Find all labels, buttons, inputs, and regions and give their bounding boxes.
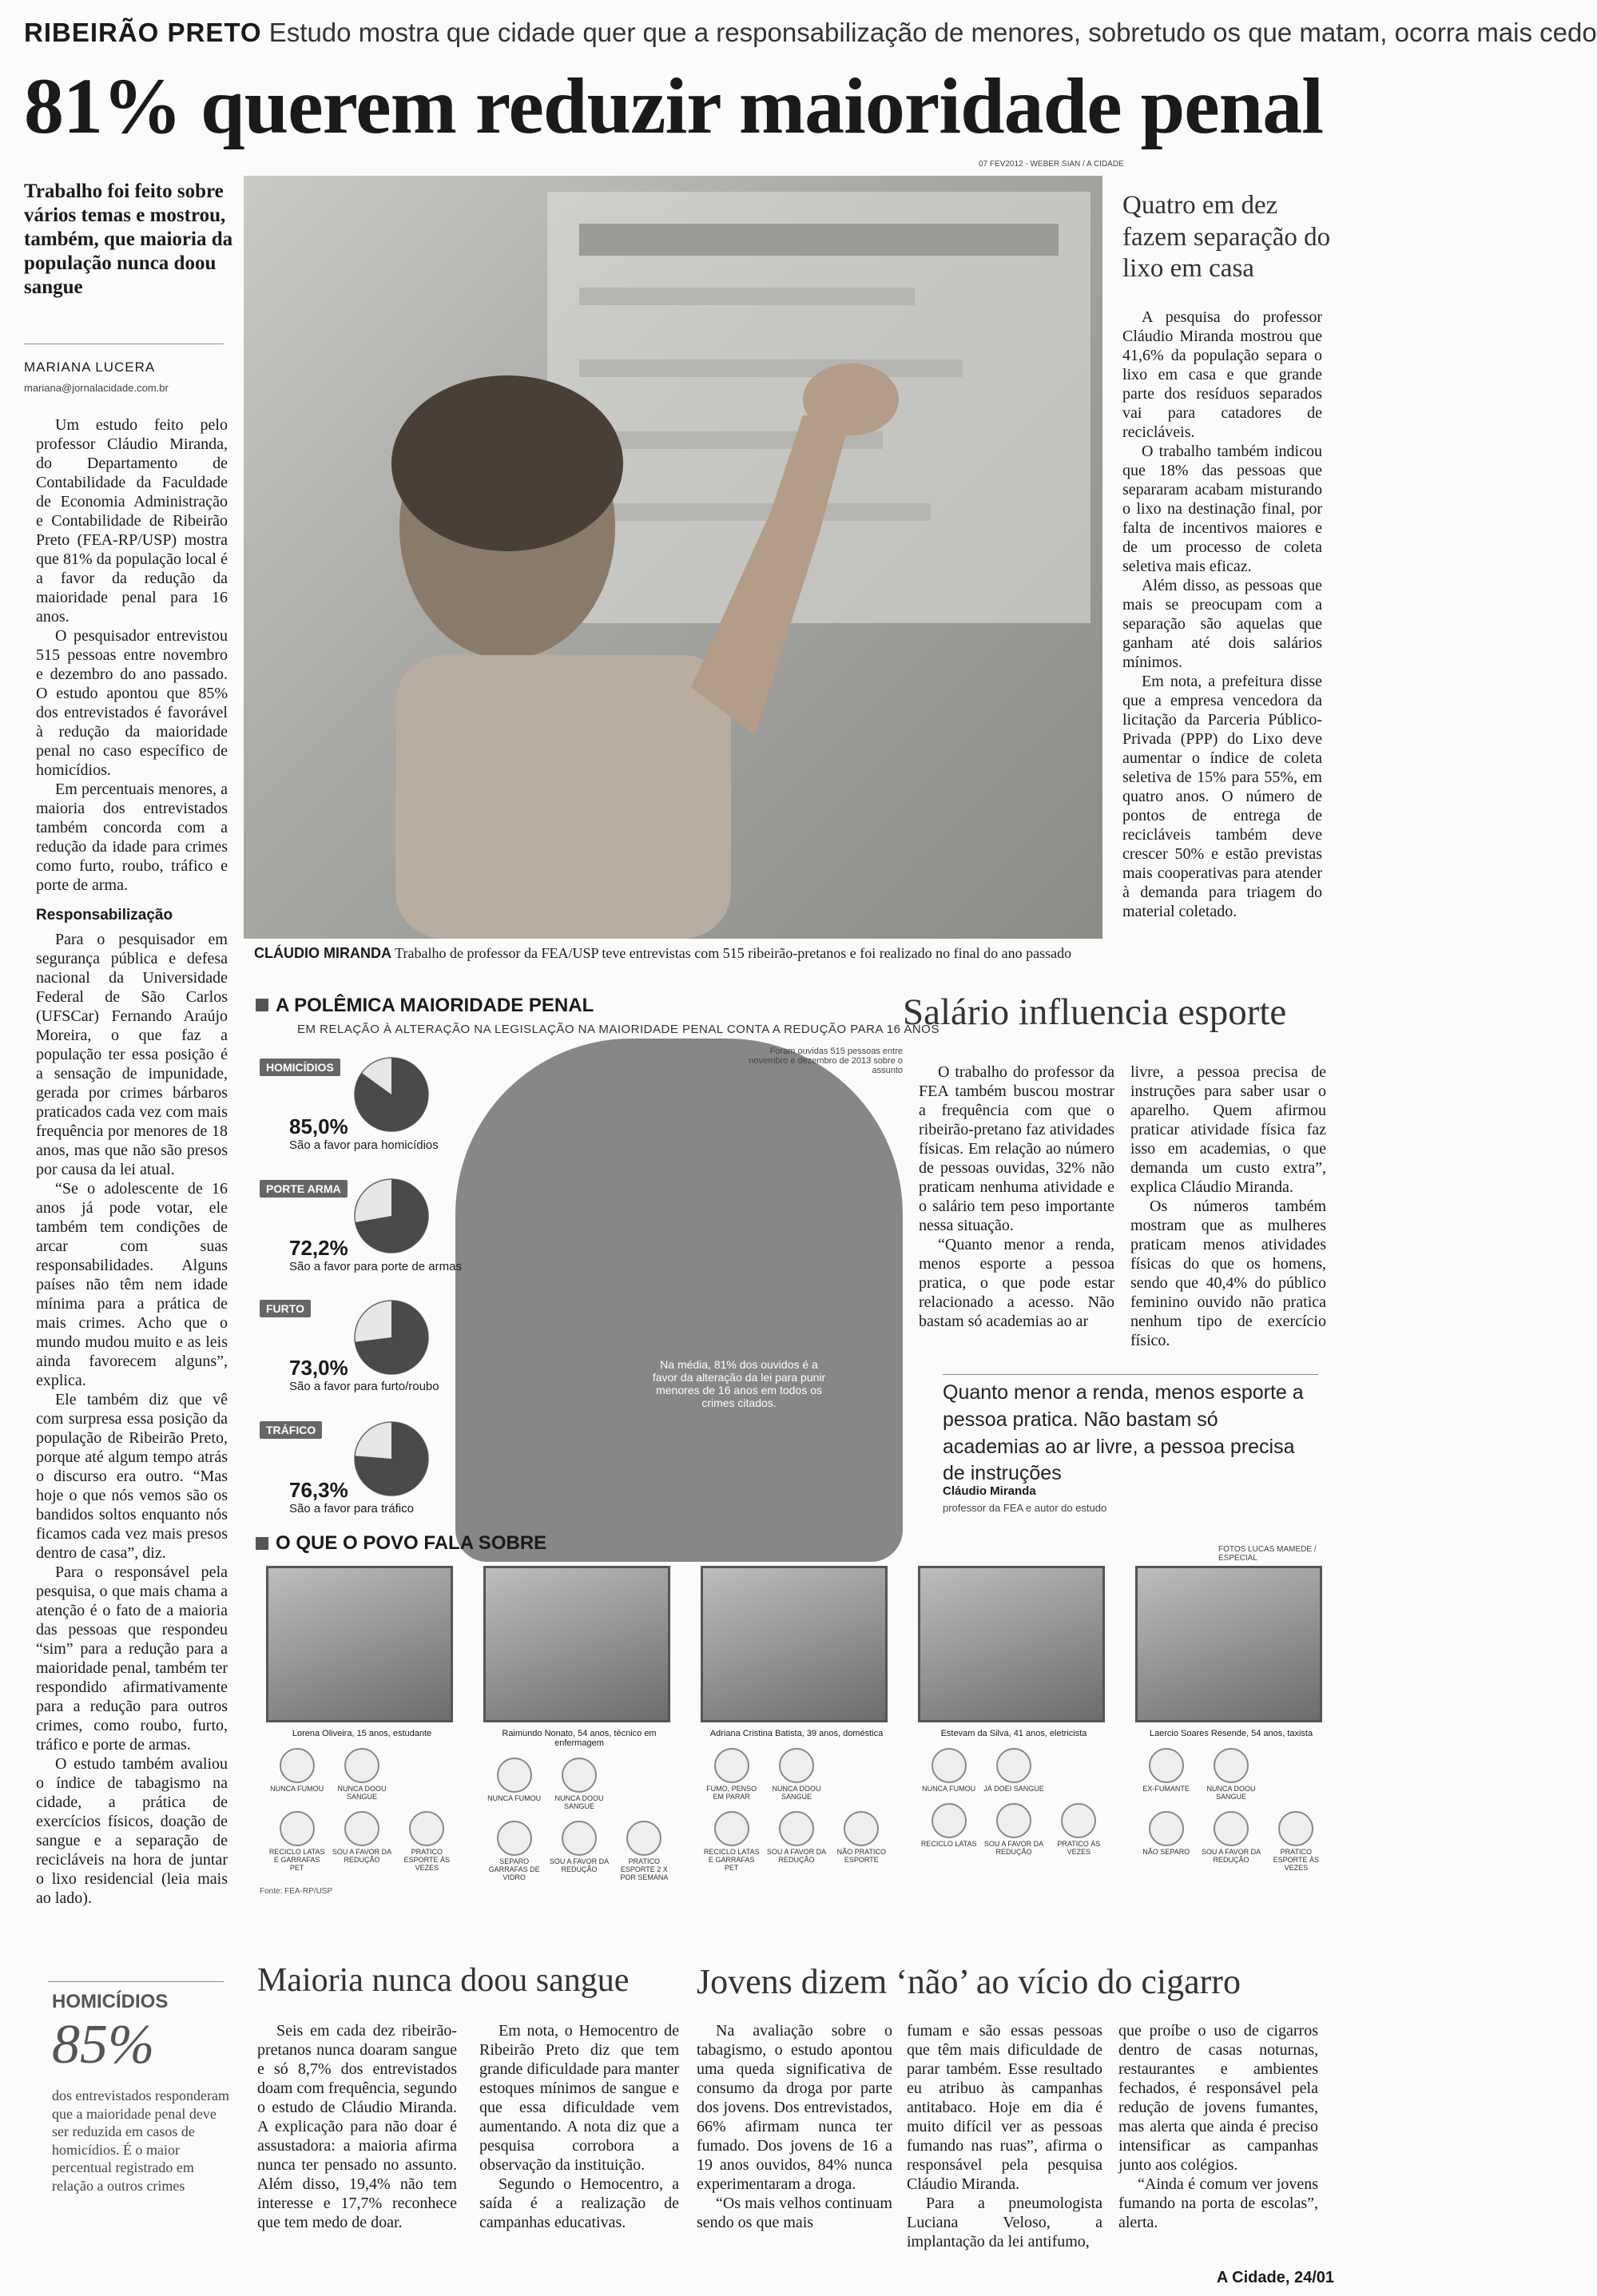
paragraph: O pesquisador entrevistou 515 pessoas entre novembro e dezembro do ano passado. O estudo apontou que 85% dos entrevistados é favorável à redução da maioridade penal no caso específico de homicídios. <box>36 627 228 779</box>
person-icons <box>266 1748 458 1872</box>
spacer <box>1048 1748 1110 1794</box>
section-heading: Responsabilização <box>36 907 173 924</box>
cigarro-title: Jovens dizem ‘não’ ao vício do cigarro <box>697 1962 1241 2001</box>
paragraph: Segundo o Hemocentro, a saída é a realização de campanhas educativas. <box>479 2175 679 2231</box>
paragraph: Para a pneumologista Luciana Veloso, a implantação da lei antifumo, <box>907 2195 1102 2250</box>
crime-tag: TRÁFICO <box>260 1421 322 1439</box>
cigarro-col2 <box>907 2021 1102 2251</box>
professor-photo-icon <box>244 176 1102 939</box>
person-card <box>483 1566 675 1885</box>
sangue-col2 <box>479 2021 679 2232</box>
person-photo <box>1135 1566 1322 1722</box>
byline-email: mariana@jornalacidade.com.br <box>24 382 169 394</box>
headline: 81% querem reduzir maioridade penal <box>24 62 1324 150</box>
bullet-square-icon <box>256 999 268 1011</box>
person-name: Adriana Cristina Batista, 39 anos, doméstica <box>709 1729 884 1738</box>
person-photo <box>483 1566 670 1722</box>
subhead: Trabalho foi feito sobre vários temas e mostrou, também, que maioria da população nunca doou sangue <box>24 181 233 298</box>
person-name: Laercio Soares Resende, 54 anos, taxista <box>1149 1729 1313 1738</box>
pie-charts-svg <box>352 1055 431 1502</box>
paragraph: Para o responsável pela pesquisa, o que mais chama a atenção é o fato de a maioria das pessoas que respondeu “sim” para a redução para a maioridade penal, também ter respondido afirmativamente para a redução para outros crimes, como roubo, furto, tráfico e porte de armas. <box>36 1563 228 1754</box>
homicidios-label: HOMICÍDIOS <box>52 1991 169 2012</box>
crime-row <box>260 1182 348 1197</box>
crime-pct: 73,0% <box>289 1356 348 1380</box>
recycle-icon: RECICLO LATAS E GARRAFAS PET <box>266 1811 328 1873</box>
paragraph: “Quanto menor a renda, menos esporte a pessoa pratica, o que pode estar relacionado a acesso. Não bastam só academias ao ar <box>919 1236 1114 1330</box>
byline: MARIANA LUCERA <box>24 359 156 375</box>
paragraph: Além disso, as pessoas que mais se preocupam com a separação são aquelas que ganham até dois salários mínimos. <box>1122 577 1322 671</box>
paragraph: Os números também mostram que as mulheres praticam menos atividades físicas do que os homens, sendo que 40,4% do público feminino ouvido não pratica nenhum tipo de exercício físico. <box>1130 1198 1326 1349</box>
paragraph: “Os mais velhos continuam sendo os que mais <box>697 2195 892 2231</box>
people-credit: FOTOS LUCAS MAMEDE / ESPECIAL <box>1218 1545 1317 1563</box>
person-photo <box>701 1566 888 1722</box>
crime-pct: 85,0% <box>289 1114 348 1138</box>
handcuffs-icon: SOU A FAVOR DA REDUÇÃO <box>765 1811 827 1873</box>
paragraph: livre, a pessoa precisa de instruções para saber usar o aparelho. Quem afirmou praticar atividade física faz isso em academias, o que demanda um custo extra”, explica Cláudio Miranda. <box>1130 1063 1326 1196</box>
spacer <box>831 1748 892 1801</box>
handcuffs-icon: SOU A FAVOR DA REDUÇÃO <box>1200 1811 1261 1873</box>
homicidios-text: dos entrevistados responderam que a maioridade penal deve ser reduzida em casos de homicídios. É o maior percentual registrado em relação a outros crimes <box>52 2087 229 2194</box>
paragraph: Para o pesquisador em segurança pública e defesa nacional da Universidade Federal de São Carlos (UFSCar) Fernando Araújo Moreira, o que faz a população ter essa posição é a sensação de impunidade, gerada por crimes bárbaros praticados cada vez com mais frequência por menores de 18 anos, mas que não são presos por causa da lei atual. <box>36 931 228 1178</box>
cigarro-col1 <box>697 2021 892 2232</box>
infographic-subtitle: EM RELAÇÃO À ALTERAÇÃO NA LEGISLAÇÃO NA MAIORIDADE PENAL CONTA A REDUÇÃO PARA 16 ANOS <box>297 1023 940 1036</box>
average-note: Na média, 81% dos ouvidos é a favor da alteração da lei para punir menores de 16 anos em todos os crimes citados. <box>652 1358 826 1409</box>
kicker <box>24 18 1597 48</box>
spacer <box>396 1748 458 1801</box>
person-photo <box>918 1566 1105 1722</box>
recycle-icon: NÃO SEPARO <box>1135 1811 1197 1873</box>
spacer <box>614 1758 675 1811</box>
blood-drop-icon: NUNCA DOOU SANGUE <box>765 1748 827 1801</box>
infographic-note: Foram ouvidas 515 pessoas entre novembro e dezembro de 2013 sobre o assunto <box>749 1047 903 1075</box>
paragraph: Na avaliação sobre o tabagismo, o estudo apontou uma queda significativa de consumo da droga por parte dos jovens. Dos entrevistados, 66% afirmam nunca ter fumado. Dos jovens de 16 a 19 anos ouvidos, 84% nunca experimentaram a droga. <box>697 2022 892 2193</box>
cigarro-col3 <box>1118 2021 1318 2232</box>
page-footer: A Cidade, 24/01 <box>1216 2269 1334 2286</box>
crime-tag: FURTO <box>260 1300 311 1317</box>
sangue-col1 <box>257 2021 457 2232</box>
person-icons <box>483 1758 675 1881</box>
crime-tag: PORTE ARMA <box>260 1180 348 1198</box>
recycle-icon: RECICLO LATAS <box>918 1803 979 1857</box>
quote-role: professor da FEA e autor do estudo <box>943 1502 1107 1514</box>
paragraph: O trabalho também indicou que 18% das pessoas que separaram acabam misturando o lixo na destinação final, por falta de incentivos maiores e de um processo de coleta seletiva mais eficaz. <box>1122 443 1322 575</box>
recycle-icon: RECICLO LATAS E GARRAFAS PET <box>701 1811 762 1873</box>
crime-row <box>260 1061 340 1075</box>
smoking-icon: NUNCA FUMOU <box>918 1748 979 1794</box>
section-label: RIBEIRÃO PRETO <box>24 18 262 47</box>
crime-pct: 76,3% <box>289 1478 348 1502</box>
smoking-icon: FUMO, PENSO EM PARAR <box>701 1748 762 1801</box>
person-name: Estevam da Silva, 41 anos, eletricista <box>940 1729 1087 1738</box>
person-name: Raimundo Nonato, 54 anos, técnico em enfermagem <box>502 1729 657 1748</box>
smoking-icon: NUNCA FUMOU <box>483 1758 545 1811</box>
exercise-icon: PRATICO ESPORTE ÀS VEZES <box>1265 1811 1327 1873</box>
sidebar-title: Quatro em dez fazem separação do lixo em casa <box>1122 191 1331 284</box>
paragraph: A pesquisa do professor Cláudio Miranda mostrou que 41,6% da população separa o lixo em casa e que grande parte dos resíduos separados vai para catadores de recicláveis. <box>1122 308 1322 441</box>
handcuffs-icon: SOU A FAVOR DA REDUÇÃO <box>331 1811 392 1873</box>
handcuffs-icon: SOU A FAVOR DA REDUÇÃO <box>548 1821 610 1882</box>
bullet-square-icon <box>256 1537 268 1550</box>
recycle-icon: SEPARO GARRAFAS DE VIDRO <box>483 1821 545 1882</box>
paragraph: “Ainda é comum ver jovens fumando na porta de escolas”, alerta. <box>1118 2175 1318 2231</box>
crime-pct: 72,2% <box>289 1236 348 1260</box>
blood-drop-icon: NUNCA DOOU SANGUE <box>548 1758 610 1811</box>
homicidios-pct: 85% <box>52 2014 155 2076</box>
person-icons <box>918 1748 1110 1857</box>
paragraph: Em nota, o Hemocentro de Ribeirão Preto diz que tem grande dificuldade para manter estoques mínimos de sangue e que essa dificuldade vem aumentando. A nota diz que a pesquisa corrobora a observação da instituição. <box>479 2022 679 2174</box>
people-source: Fonte: FEA-RP/USP <box>260 1887 333 1896</box>
crime-label: São a favor para porte de armas <box>289 1260 462 1273</box>
paragraph: que proíbe o uso de cigarros dentro de casas noturnas, restaurantes e ambientes fechados, é responsável pela redução de jovens fumantes, mas alerta que ainda é preciso intensificar as campanhas junto aos colégios. <box>1118 2022 1318 2174</box>
photo-credit: 07 FEV2012 - WEBER SIAN / A CIDADE <box>979 160 1124 169</box>
paragraph: Seis em cada dez ribeirão-pretanos nunca doaram sangue e só 8,7% dos entrevistados doam com frequência, segundo o estudo de Cláudio Miranda. A explicação para não doar é assustadora: a maioria afirma nunca ter pensado no assunto. Além disso, 19,4% não tem interesse e 17,7% reconhece que tem medo de doar. <box>257 2022 457 2231</box>
people-title: O QUE O POVO FALA SOBRE <box>276 1532 547 1554</box>
person-card <box>701 1566 892 1885</box>
crime-row <box>260 1424 322 1438</box>
paragraph: Em percentuais menores, a maioria dos entrevistados também concorda com a redução da idade para crimes como furto, roubo, tráfico e porte de arma. <box>36 781 228 894</box>
paragraph: O trabalho do professor da FEA também buscou mostrar a frequência com que o ribeirão-pretano faz atividades físicas. Em relação ao número de pessoas ouvidas, 32% não praticam nenhuma atividade e o salário tem peso importante nessa situação. <box>919 1063 1114 1234</box>
sidebar-text <box>1122 308 1322 921</box>
paragraph: Em nota, a prefeitura disse que a empresa vencedora da licitação da Parceria Público-Privada (PPP) do Lixo deve aumentar o índice de coleta seletiva de 15% para 55%, em quatro anos. O número de pontos de entrega de recicláveis também deve crescer 50% e estão previstas mais cooperativas para atender à demanda para triagem do material coletado. <box>1122 673 1322 920</box>
silhouette-figure <box>455 1039 903 1562</box>
blood-drop-icon: NUNCA DOOU SANGUE <box>331 1748 392 1801</box>
person-photo <box>266 1566 453 1722</box>
main-photo <box>244 176 1102 939</box>
caption-text: Trabalho de professor da FEA/USP teve entrevistas com 515 ribeirão-pretanos e foi realizado no final do ano passado <box>395 945 1072 961</box>
crime-label: São a favor para tráfico <box>289 1502 414 1515</box>
person-icons <box>701 1748 892 1872</box>
salario-col1 <box>919 1063 1114 1331</box>
main-text <box>36 415 228 1908</box>
blood-drop-icon: JÁ DOEI SANGUE <box>983 1748 1044 1794</box>
crime-label: São a favor para furto/roubo <box>289 1380 439 1393</box>
infographic-title: A POLÊMICA MAIORIDADE PENAL <box>276 995 594 1016</box>
quote-author: Cláudio Miranda <box>943 1484 1036 1498</box>
paragraph: Ele também diz que vê com surpresa essa posição da população de Ribeirão Preto, porque até algum tempo atrás o discurso era outro. “Mas hoje o que nós vemos são os bandidos soltos enquanto nós ficamos cada vez mais presos dentro de casa”, diz. <box>36 1391 228 1562</box>
paragraph: fumam e são essas pessoas que têm mais dificuldade de parar também. Esse resultado eu atribuo às campanhas antitabaco. Hoje em dia é muito difícil ver as pessoas fumando nas ruas”, afirma o responsável pela pesquisa Cláudio Miranda. <box>907 2022 1102 2193</box>
smoking-icon: EX-FUMANTE <box>1135 1748 1197 1801</box>
crime-row <box>260 1302 311 1317</box>
sangue-title: Maioria nunca doou sangue <box>257 1962 630 1999</box>
divider <box>48 1981 224 1982</box>
salario-col2 <box>1130 1063 1326 1350</box>
salario-title: Salário influencia esporte <box>903 991 1287 1033</box>
person-card <box>266 1566 458 1885</box>
exercise-icon: NÃO PRATICO ESPORTE <box>831 1811 892 1873</box>
divider <box>943 1374 1318 1375</box>
person-name: Lorena Oliveira, 15 anos, estudante <box>292 1729 432 1738</box>
exercise-icon: PRATICO ESPORTE 2 X POR SEMANA <box>614 1821 675 1882</box>
person-card <box>918 1566 1110 1885</box>
exercise-icon: PRATICO ÀS VEZES <box>1048 1803 1110 1857</box>
handcuffs-icon: SOU A FAVOR DA REDUÇÃO <box>983 1803 1044 1857</box>
photo-caption <box>254 945 1101 962</box>
pull-quote: Quanto menor a renda, menos esporte a pessoa pratica. Não bastam só academias ao ar livre, a pessoa precisa de instruções <box>943 1381 1304 1485</box>
person-card <box>1135 1566 1327 1885</box>
kicker-text: Estudo mostra que cidade quer que a responsabilização de menores, sobretudo os que matam, ocorra mais cedo <box>268 18 1597 47</box>
paragraph: “Se o adolescente de 16 anos já pode votar, ele também tem condições de arcar com suas responsabilidades. Alguns países não têm nem idade mínima para a prática de mais crimes. Acho que o mundo mudou muito e as leis ainda favorecem alguns”, explica. <box>36 1180 228 1389</box>
crime-tag: HOMICÍDIOS <box>260 1059 340 1076</box>
crime-label: São a favor para homicídios <box>289 1138 439 1152</box>
exercise-icon: PRATICO ESPORTE ÀS VEZES <box>396 1811 458 1873</box>
person-icons <box>1135 1748 1327 1872</box>
paragraph: O estudo também avaliou o índice de tabagismo na cidade, a prática de exercícios físicos, doação de sangue e a separação de recicláveis na hora de juntar o lixo residencial (leia mais ao lado). <box>36 1755 228 1907</box>
smoking-icon: NUNCA FUMOU <box>266 1748 328 1801</box>
paragraph: Um estudo feito pelo professor Cláudio Miranda, do Departamento de Contabilidade da Faculdade de Economia Administração e Contabilidade de Ribeirão Preto (FEA-RP/USP) mostra que 81% da população local é a favor da redução da maioridade penal para 16 anos. <box>36 416 228 626</box>
spacer <box>1265 1748 1327 1801</box>
caption-name: CLÁUDIO MIRANDA <box>254 945 391 961</box>
blood-drop-icon: NUNCA DOOU SANGUE <box>1200 1748 1261 1801</box>
